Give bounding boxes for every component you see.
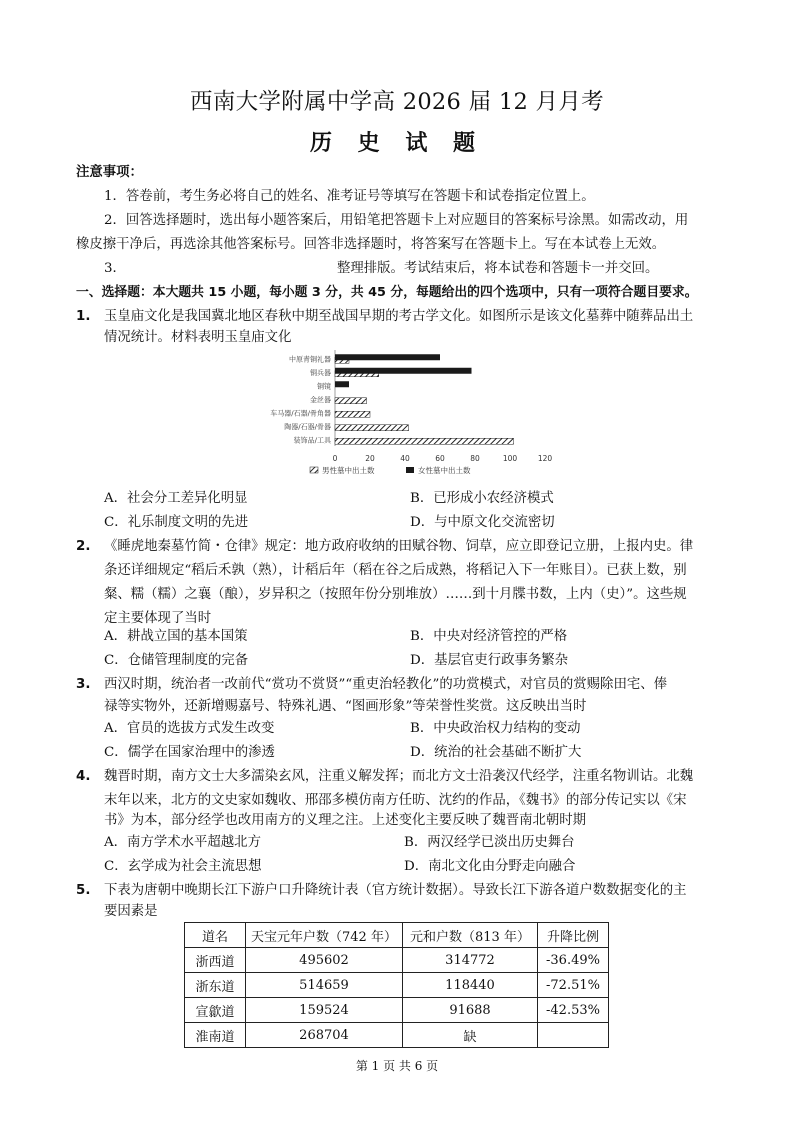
table-header-cell: 元和户数（813 年）	[403, 923, 538, 948]
x-tick-label: 60	[435, 454, 445, 463]
page-footer: 第 1 页 共 6 页	[355, 1059, 439, 1073]
table-row	[185, 1023, 609, 1048]
note-3b: 整理排版。考试结束后，将本试卷和答题卡一并交回。	[337, 261, 659, 276]
bar-female	[335, 381, 349, 387]
table-cell	[538, 1023, 609, 1048]
q1-option-a: A．社会分工差异化明显	[104, 491, 248, 506]
q3-option-c: C．儒学在国家治理中的渗透	[104, 745, 275, 760]
x-tick-label: 40	[400, 454, 410, 463]
q2-line1: 《睡虎地秦墓竹简・仓律》规定：地方政府收纳的田赋谷物、饲草，应立即登记立册，上报内史。律	[104, 539, 694, 554]
question-number: 2.	[76, 539, 91, 554]
legend-label-female: 女性墓中出土数	[418, 466, 471, 475]
q4-line1: 魏晋时期，南方文士大多濡染玄风，注重义解发挥；而北方文士沿袭汉代经学，注重名物训诂。北魏	[104, 769, 694, 784]
notes-heading: 注意事项：	[76, 165, 143, 180]
q3-line1: 西汉时期，统治者一改前代“赏功不赏贤”“重吏治轻教化”的功赏模式，对官员的赏赐除田宅、俸	[104, 677, 668, 692]
x-tick-label: 80	[470, 454, 480, 463]
q2-option-d: D．基层官吏行政事务繁杂	[410, 653, 569, 668]
q2-line3: 粲、糯（糯）之襄（酿），岁异积之（按照年份分别堆放）……到十月牒书数，上内（史）”。这些规	[104, 587, 687, 602]
table-row	[185, 973, 609, 998]
category-label: 铜镜	[317, 382, 331, 391]
category-label: 金丝器	[310, 395, 331, 404]
table-cell: 淮南道	[185, 1023, 246, 1048]
bar-female	[335, 368, 472, 374]
bar-female	[335, 354, 440, 360]
question-number: 4.	[76, 769, 91, 784]
q4-line3: 书》为本，部分经学也改用南方的义理之注。上述变化主要反映了魏晋南北朝时期	[104, 813, 587, 828]
q3-option-d: D．统治的社会基础不断扩大	[410, 745, 582, 760]
q3-option-b: B．中央政治权力结构的变动	[410, 721, 581, 736]
q1-option-c: C．礼乐制度文明的先进	[104, 515, 249, 530]
artifact-bar-chart	[230, 342, 565, 482]
category-label: 中原青铜礼器	[289, 355, 331, 364]
legend-swatch-male	[310, 467, 318, 473]
question-number: 1.	[76, 309, 91, 324]
x-tick-label: 0	[332, 454, 338, 463]
table-cell: -36.49%	[538, 948, 609, 973]
table-cell: 宣歙道	[185, 998, 246, 1023]
table-cell: 缺	[403, 1023, 538, 1048]
q4-option-d: D．南北文化由分野走向融合	[404, 859, 576, 874]
table-row	[185, 948, 609, 973]
q1-line2: 情况统计。材料表明玉皇庙文化	[104, 330, 292, 345]
subject-title: 历 史 试 题	[310, 130, 484, 156]
table-header-cell: 天宝元年户数（742 年）	[246, 923, 403, 948]
question-number: 5.	[76, 883, 91, 898]
category-label: 装饰品/工具	[293, 436, 331, 445]
q2-line4: 定主要体现了当时	[104, 611, 212, 626]
page-title: 西南大学附属中学高 2026 届 12 月月考	[190, 89, 604, 115]
q3-option-a: A．官员的选拔方式发生改变	[104, 721, 275, 736]
x-tick-label: 20	[365, 454, 375, 463]
q4-option-b: B．两汉经学已淡出历史舞台	[404, 835, 575, 850]
legend-swatch-female	[406, 467, 414, 473]
category-label: 车马器/石器/骨角器	[270, 409, 331, 418]
q5-line1: 下表为唐朝中晚期长江下游户口升降统计表（官方统计数据）。导致长江下游各道户数数据变化的主	[104, 883, 687, 898]
table-cell: -42.53%	[538, 998, 609, 1023]
table-header-cell: 升降比例	[538, 923, 609, 948]
q2-line2: 条还详细规定“稻后禾孰（熟），计稻后年（稻在谷之后成熟，将稻记入下一年账目）。已获上数，别	[104, 563, 687, 578]
table-cell: 159524	[246, 998, 403, 1023]
x-tick-label: 120	[537, 454, 553, 463]
table-cell: 495602	[246, 948, 403, 973]
q5-line2: 要因素是	[104, 904, 158, 919]
x-tick-label: 100	[502, 454, 518, 463]
table-cell: 浙东道	[185, 973, 246, 998]
table-cell: 118440	[403, 973, 538, 998]
q2-option-c: C．仓储管理制度的完备	[104, 653, 249, 668]
table-header-cell: 道名	[185, 923, 246, 948]
note-3a: 3．	[104, 261, 126, 276]
note-1: 1．答卷前，考生务必将自己的姓名、准考证号等填写在答题卡和试卷指定位置上。	[104, 189, 595, 204]
note-2b: 橡皮擦干净后，再选涂其他答案标号。回答非选择题时，将答案写在答题卡上。写在本试卷上无效。	[76, 237, 666, 252]
table-cell: 514659	[246, 973, 403, 998]
q2-option-a: A．耕战立国的基本国策	[104, 629, 248, 644]
table-row	[185, 998, 609, 1023]
bar-male	[335, 438, 514, 444]
table-cell: 314772	[403, 948, 538, 973]
table-header-row	[185, 923, 609, 948]
legend-label-male: 男性墓中出土数	[322, 466, 375, 475]
q4-option-c: C．玄学成为社会主流思想	[104, 859, 262, 874]
bar-male	[335, 425, 409, 431]
q4-option-a: A．南方学术水平超越北方	[104, 835, 261, 850]
q1-line1: 玉皇庙文化是我国冀北地区春秋中期至战国早期的考古学文化。如图所示是该文化墓葬中随葬品出土	[104, 309, 694, 324]
q2-option-b: B．中央对经济管控的严格	[410, 629, 568, 644]
category-label: 铜兵器	[310, 368, 331, 377]
question-number: 3.	[76, 677, 91, 692]
bar-male	[335, 398, 367, 404]
category-label: 陶器/石器/骨器	[284, 422, 331, 431]
q1-option-d: D．与中原文化交流密切	[410, 515, 555, 530]
q1-option-b: B．已形成小农经济模式	[410, 491, 554, 506]
table-cell: 268704	[246, 1023, 403, 1048]
q3-line2: 禄等实物外，还新增赐嘉号、特殊礼遇、“图画形象”等荣誉性奖赏。这反映出当时	[104, 699, 587, 714]
household-table	[184, 922, 609, 1048]
bar-male	[335, 411, 370, 417]
table-cell: -72.51%	[538, 973, 609, 998]
table-cell: 91688	[403, 998, 538, 1023]
section-heading: 一、选择题：本大题共 15 小题，每小题 3 分，共 45 分，每题给出的四个选项中，只有一项符合题目要求。	[76, 285, 698, 300]
table-cell: 浙西道	[185, 948, 246, 973]
note-2a: 2．回答选择题时，选出每小题答案后，用铅笔把答题卡上对应题目的答案标号涂黑。如需改动，用	[104, 213, 689, 228]
q4-line2: 末年以来，北方的文史家如魏收、邢邵多模仿南方任昉、沈约的作品，《魏书》的部分传记实以《宋	[104, 793, 687, 808]
